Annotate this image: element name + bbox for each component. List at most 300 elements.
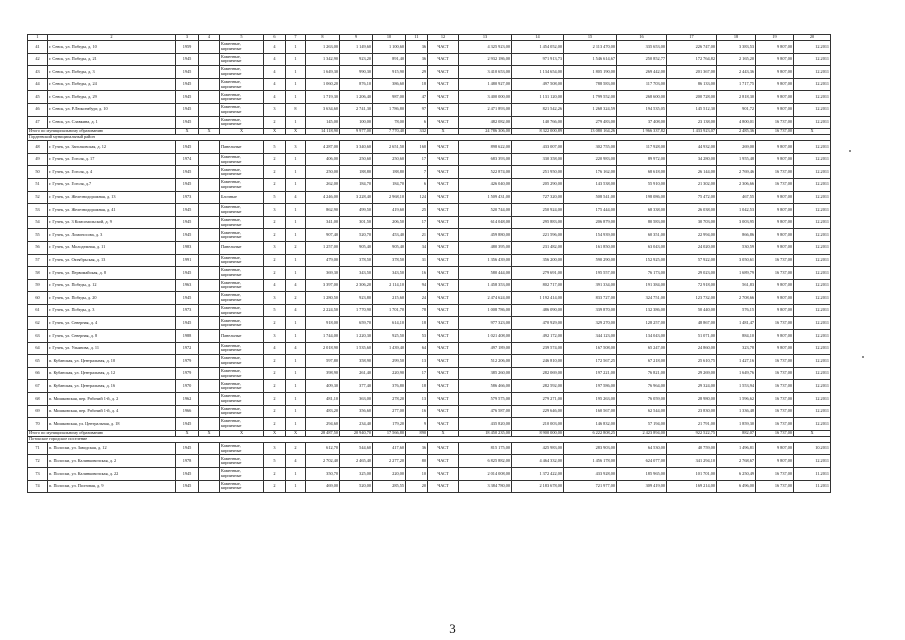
table-cell: 3 634,60 — [306, 103, 340, 116]
table-cell: 43 — [28, 66, 48, 79]
table-row — [28, 254, 831, 267]
table-cell: 1 — [286, 254, 306, 267]
table-cell: 53 — [406, 330, 428, 343]
table-cell: 16 737,00 — [756, 367, 794, 380]
table-cell: 301,50 — [340, 216, 373, 229]
table-cell: ЧАСТ — [428, 116, 459, 129]
table-cell: 977 323,00 — [459, 317, 512, 330]
table-cell: 12.2011 — [794, 393, 831, 406]
table-cell: Каменные, кирпичные — [220, 468, 264, 481]
table-cell: 128 257,00 — [617, 317, 667, 330]
table-cell: 1 717,75 — [717, 78, 756, 91]
table-cell: 614 048,00 — [459, 216, 512, 229]
table-cell — [199, 241, 220, 254]
table-cell: 2 — [264, 254, 286, 267]
table-cell: ЧАСТ — [428, 66, 459, 79]
table-cell: 1 456 178,00 — [564, 455, 617, 468]
table-cell: ЧАСТ — [428, 355, 459, 368]
table-cell: 59 — [28, 279, 48, 292]
table-cell: 409,30 — [306, 380, 340, 393]
table-cell: 24 — [406, 292, 428, 305]
table-cell: 2 702,40 — [306, 455, 340, 468]
table-cell: п. Кубанская, ул. Центральная, д. 16 — [48, 380, 176, 393]
table-cell: 1945 — [176, 216, 199, 229]
table-cell: ЧАСТ — [428, 141, 459, 154]
table-cell: 12.2011 — [794, 153, 831, 166]
table-cell: 467,55 — [717, 191, 756, 204]
table-cell: 612,70 — [306, 442, 340, 455]
table-cell: ЧАСТ — [428, 229, 459, 242]
table-cell: 1945 — [176, 53, 199, 66]
table-cell: 876,10 — [340, 78, 373, 91]
table-cell: ЧАСТ — [428, 380, 459, 393]
total-cell: 890 — [406, 430, 428, 436]
table-cell: 376,80 — [373, 380, 406, 393]
table-cell: 12.2011 — [794, 116, 831, 129]
table-cell: г. Гучек, ул. Железнодорожная, д. 41 — [48, 204, 176, 217]
table-cell: 22 994,00 — [667, 229, 717, 242]
table-row — [28, 103, 831, 116]
table-cell: 12.2011 — [794, 342, 831, 355]
table-cell: 1 546 614,67 — [564, 53, 617, 66]
table-cell: 3 340,60 — [340, 141, 373, 154]
table-cell: 520 744,00 — [459, 204, 512, 217]
total-cell: X — [286, 430, 306, 436]
table-cell: ЧАСТ — [428, 342, 459, 355]
table-cell: 12.2011 — [794, 241, 831, 254]
table-cell: Каменные, кирпичные — [220, 178, 264, 191]
table-cell: 7 — [406, 166, 428, 179]
total-cell: X — [199, 129, 220, 135]
table-cell — [199, 317, 220, 330]
table-cell: 522 874,00 — [459, 166, 512, 179]
table-cell: 12.2011 — [794, 380, 831, 393]
table-cell: 2 — [264, 480, 286, 493]
table-cell: Каменные, кирпичные — [220, 153, 264, 166]
table-cell: 530,59 — [717, 241, 756, 254]
table-cell: 197 586,00 — [564, 380, 617, 393]
total-cell: 6 222 808,25 — [564, 430, 617, 436]
table-cell: 47 — [28, 116, 48, 129]
table-cell: ЧАСТ — [428, 78, 459, 91]
table-row — [28, 229, 831, 242]
table-cell: 26 144,00 — [667, 166, 717, 179]
table-cell: г. Севск, ул. Р.Люксембург, д. 10 — [48, 103, 176, 116]
table-cell — [199, 204, 220, 217]
table-cell: 2 113 470,00 — [564, 41, 617, 54]
table-cell: 1 — [286, 153, 306, 166]
table-cell: 727 320,00 — [512, 191, 564, 204]
table-cell: 17 — [406, 216, 428, 229]
table-cell: 990,30 — [340, 66, 373, 79]
table-cell: 2 — [264, 229, 286, 242]
table-cell: 1 770,90 — [340, 304, 373, 317]
table-cell: 862,90 — [306, 204, 340, 217]
table-cell: 3 — [264, 204, 286, 217]
table-cell: 200 728,00 — [667, 91, 717, 104]
table-cell: 1 649,30 — [306, 66, 340, 79]
table-cell: 659,70 — [340, 317, 373, 330]
total-cell: X — [794, 430, 831, 436]
table-row — [28, 442, 831, 455]
table-cell: 55 910,00 — [617, 178, 667, 191]
table-cell: 358,90 — [340, 355, 373, 368]
table-cell: 36 — [406, 442, 428, 455]
table-cell: 49 — [28, 153, 48, 166]
table-cell: 4 — [264, 91, 286, 104]
table-cell: 12.2011 — [794, 330, 831, 343]
table-cell: 169 214,00 — [667, 480, 717, 493]
total-cell: 28 487,50 — [306, 430, 340, 436]
table-cell: 8 — [286, 103, 306, 116]
table-cell: ЧАСТ — [428, 279, 459, 292]
column-header: 9 — [340, 35, 373, 41]
total-cell: 922 522,75 — [667, 430, 717, 436]
table-cell: 481,10 — [306, 393, 340, 406]
table-row — [28, 317, 831, 330]
table-cell: 52 — [28, 191, 48, 204]
table-cell — [199, 41, 220, 54]
table-cell: 25 610,75 — [667, 355, 717, 368]
table-cell: 3 050,61 — [717, 254, 756, 267]
table-cell: 2 474 624,00 — [459, 292, 512, 305]
table-cell: 497 189,00 — [459, 342, 512, 355]
table-cell: Каменные, кирпичные — [220, 367, 264, 380]
table-row — [28, 53, 831, 66]
table-row — [28, 267, 831, 280]
table-cell: 1 192 414,00 — [512, 292, 564, 305]
table-cell: 47 — [406, 91, 428, 104]
table-cell: ЧАСТ — [428, 216, 459, 229]
table-cell: 469,00 — [306, 480, 340, 493]
table-cell: 89 972,00 — [617, 153, 667, 166]
table-cell: 12.2011 — [794, 141, 831, 154]
table-cell: 915,90 — [373, 66, 406, 79]
table-cell: 3 384 780,00 — [459, 480, 512, 493]
table-row — [28, 153, 831, 166]
table-cell: 2 — [264, 393, 286, 406]
table-cell: 69 — [28, 405, 48, 418]
table-cell: 1 955,48 — [717, 153, 756, 166]
table-cell: 146 832,00 — [564, 418, 617, 431]
table-cell: 62 — [28, 317, 48, 330]
table-cell: 1 — [286, 204, 306, 217]
table-cell — [199, 442, 220, 455]
table-cell: 1 100,60 — [373, 41, 406, 54]
table-cell: 65 — [28, 355, 48, 368]
table-cell: 2 741,30 — [340, 103, 373, 116]
table-cell: 4 464 332,00 — [512, 455, 564, 468]
table-cell: 419,60 — [373, 204, 406, 217]
table-cell: 250,60 — [373, 153, 406, 166]
table-cell — [199, 53, 220, 66]
table-cell: 1 342,90 — [306, 53, 340, 66]
total-cell: 7 770,40 — [373, 129, 406, 135]
column-header: 7 — [286, 35, 306, 41]
table-cell: 923,20 — [340, 53, 373, 66]
table-cell: 67 218,00 — [617, 355, 667, 368]
table-cell: Панельные — [220, 330, 264, 343]
table-cell: 987,00 — [373, 91, 406, 104]
table-cell: ЧАСТ — [428, 405, 459, 418]
total-cell: X — [220, 430, 264, 436]
table-cell: 2 — [264, 380, 286, 393]
table-cell: п. Кубанская, ул. Центральная, д. 12 — [48, 367, 176, 380]
table-cell: 385 260,00 — [459, 367, 512, 380]
total-cell: X — [176, 430, 199, 436]
table-cell: 2 — [264, 116, 286, 129]
table-cell: 18 — [406, 78, 428, 91]
table-cell: 36 — [406, 41, 428, 54]
table-row — [28, 166, 831, 179]
table-cell: 1 719,30 — [306, 91, 340, 104]
table-cell: Каменные, кирпичные — [220, 355, 264, 368]
table-cell: 1 060,20 — [306, 78, 340, 91]
table-cell: 68 — [28, 393, 48, 406]
table-cell: 97 — [406, 103, 428, 116]
table-cell: 10 — [406, 468, 428, 481]
table-cell: 483,20 — [306, 405, 340, 418]
table-cell: п. Мишковская, пер. Рабочий 1-й, д. 2 — [48, 393, 176, 406]
table-cell: 433 928,00 — [564, 468, 617, 481]
table-cell: 143 538,00 — [564, 178, 617, 191]
table-cell: 1991 — [176, 254, 199, 267]
table-cell: 48 — [28, 141, 48, 154]
table-cell: 23 138,00 — [667, 116, 717, 129]
table-cell: 4 287,00 — [306, 141, 340, 154]
table-row — [28, 41, 831, 54]
table-cell: 188,80 — [340, 166, 373, 179]
table-cell: 34 280,00 — [667, 153, 717, 166]
table-cell: 3 003,95 — [717, 216, 756, 229]
table-cell — [199, 279, 220, 292]
table-cell: 12.2011 — [794, 367, 831, 380]
table-cell: 580 444,00 — [459, 267, 512, 280]
table-cell: ЧАСТ — [428, 330, 459, 343]
table-cell: 4 — [264, 66, 286, 79]
table-cell: 597,80 — [306, 355, 340, 368]
table-cell: 172 567,25 — [564, 355, 617, 368]
column-header: 1 — [28, 35, 48, 41]
table-cell: 6 — [406, 116, 428, 129]
column-header: 16 — [617, 35, 667, 41]
table-cell: 72 918,00 — [667, 279, 717, 292]
table-cell: 905,40 — [340, 241, 373, 254]
table-cell: ЧАСТ — [428, 91, 459, 104]
table-cell: ЧАСТ — [428, 204, 459, 217]
table-cell: Каменные, кирпичные — [220, 53, 264, 66]
table-cell: 17 — [406, 367, 428, 380]
table-cell: 425 983,00 — [512, 442, 564, 455]
column-header: 4 — [199, 35, 220, 41]
table-cell: 2 — [264, 166, 286, 179]
table-cell: 30 703,00 — [667, 216, 717, 229]
total-cell: 332 — [406, 129, 428, 135]
table-cell: 250 852,77 — [617, 53, 667, 66]
table-cell — [199, 91, 220, 104]
table-cell: Каменные, кирпичные — [220, 166, 264, 179]
table-cell: 1 — [286, 216, 306, 229]
table-cell — [199, 418, 220, 431]
table-cell: 1945 — [176, 480, 199, 493]
table-cell — [199, 342, 220, 355]
table-cell: 1 — [286, 166, 306, 179]
table-cell: 1970 — [176, 380, 199, 393]
table-cell: 2 165,20 — [717, 53, 756, 66]
table-cell: 476 587,00 — [459, 405, 512, 418]
table-cell: 73 — [28, 468, 48, 481]
table-cell: Каменные, кирпичные — [220, 317, 264, 330]
table-cell: ЧАСТ — [428, 254, 459, 267]
table-cell: 2 018,90 — [306, 342, 340, 355]
table-cell: 44 932,00 — [667, 141, 717, 154]
table-cell — [199, 330, 220, 343]
table-cell: г. Гучек, ул. Северная, д. 8 — [48, 330, 176, 343]
table-cell: г. Гучек, ул. Гоголя, д. 4 — [48, 166, 176, 179]
total-cell: 18 450 235,00 — [459, 430, 512, 436]
table-cell: 215,60 — [373, 292, 406, 305]
table-cell: 323,78 — [717, 342, 756, 355]
table-cell: 80 — [406, 455, 428, 468]
table-cell: 57 194,00 — [617, 418, 667, 431]
table-cell: 1 — [286, 267, 306, 280]
table-cell: 5 — [264, 455, 286, 468]
table-cell: 1 149,60 — [340, 41, 373, 54]
table-cell: 479,00 — [306, 254, 340, 267]
table-cell: 435 820,00 — [459, 418, 512, 431]
table-cell: 268 600,00 — [617, 91, 667, 104]
table-cell: 16 737,00 — [756, 405, 794, 418]
column-header: 17 — [667, 35, 717, 41]
table-cell: 23 830,00 — [667, 405, 717, 418]
table-cell: 2 014 008,00 — [459, 468, 512, 481]
table-cell: 1973 — [176, 304, 199, 317]
table-cell: 891,40 — [373, 53, 406, 66]
table-cell: 884,10 — [717, 330, 756, 343]
table-cell: 492 172,00 — [512, 330, 564, 343]
table-cell: п. Полоски, ул. Калинковичская, д. 2 — [48, 455, 176, 468]
table-cell: 1 042,53 — [717, 204, 756, 217]
table-cell — [199, 178, 220, 191]
table-cell — [199, 480, 220, 493]
table-cell: 3 — [264, 330, 286, 343]
table-cell: 16 737,00 — [756, 418, 794, 431]
table-cell: 1 356 439,00 — [459, 254, 512, 267]
table-cell: 1 439,40 — [373, 342, 406, 355]
table-cell: 3 397,00 — [306, 279, 340, 292]
total-label: Итого по муниципальному образованию — [28, 430, 176, 436]
table-cell: 11.2011 — [794, 480, 831, 493]
table-row — [28, 279, 831, 292]
total-cell: 24 786 306,00 — [459, 129, 512, 135]
table-cell: 269 442,00 — [617, 66, 667, 79]
table-cell: 1974 — [176, 153, 199, 166]
table-cell: 9 807,00 — [756, 229, 794, 242]
table-cell: 201 367,00 — [667, 66, 717, 79]
table-cell: 512 206,00 — [459, 355, 512, 368]
total-cell: X — [794, 129, 831, 135]
table-cell: 1 — [286, 91, 306, 104]
table-cell: 1 — [286, 116, 306, 129]
table-cell: 1 — [286, 393, 306, 406]
table-cell: 3 — [264, 103, 286, 116]
table-cell: 269,00 — [717, 141, 756, 154]
table-cell: ЧАСТ — [428, 191, 459, 204]
table-cell: 16 737,00 — [756, 116, 794, 129]
table-cell: 11.2011 — [794, 468, 831, 481]
table-cell: 41 — [28, 41, 48, 54]
table-cell — [199, 191, 220, 204]
table-cell: 3 400 000,00 — [459, 91, 512, 104]
table-cell: 1 — [286, 53, 306, 66]
table-cell: 56 — [28, 241, 48, 254]
table-cell: 154 939,00 — [564, 229, 617, 242]
table-cell: 220,00 — [373, 468, 406, 481]
table-cell: 86 133,00 — [667, 78, 717, 91]
table-cell: 45 — [28, 91, 48, 104]
table-cell: 815 175,00 — [459, 442, 512, 455]
total-cell: X — [428, 430, 459, 436]
total-cell: 2 423 894,00 — [617, 430, 667, 436]
table-cell: 1945 — [176, 204, 199, 217]
table-cell: 9 807,00 — [756, 342, 794, 355]
table-cell: 188,80 — [373, 166, 406, 179]
table-cell: ЧАСТ — [428, 455, 459, 468]
table-cell: 239 574,00 — [512, 342, 564, 355]
table-cell: 788 583,00 — [564, 78, 617, 91]
table-cell: 66 — [28, 367, 48, 380]
table-cell: 226 747,00 — [667, 41, 717, 54]
table-cell: 1 799 552,00 — [564, 91, 617, 104]
table-cell: 344 123,00 — [564, 330, 617, 343]
table-cell: 4 — [286, 455, 306, 468]
table-cell: 971 913,73 — [512, 53, 564, 66]
table-cell — [199, 393, 220, 406]
table-cell: 24 860,00 — [667, 342, 717, 355]
table-cell: 802 717,00 — [512, 279, 564, 292]
table-cell: 1 257,00 — [306, 241, 340, 254]
table-cell: 26 038,00 — [667, 204, 717, 217]
table-row — [28, 355, 831, 368]
table-cell: 1 131 120,00 — [512, 91, 564, 104]
table-cell: 901,72 — [717, 103, 756, 116]
table-cell: Каменные, кирпичные — [220, 279, 264, 292]
table-cell: 6 825 882,00 — [459, 455, 512, 468]
table-cell: 2 — [264, 468, 286, 481]
total-cell: X — [264, 129, 286, 135]
total-cell: X — [428, 129, 459, 135]
table-cell: 4 325 923,00 — [459, 41, 512, 54]
table-cell: 561,83 — [717, 279, 756, 292]
table-cell: 161 850,00 — [564, 241, 617, 254]
table-cell: 1 — [286, 355, 306, 368]
table-cell: 16 737,00 — [756, 178, 794, 191]
table-cell: 12.2011 — [794, 178, 831, 191]
table-row — [28, 480, 831, 493]
table-cell: 1972 — [176, 342, 199, 355]
table-cell — [199, 66, 220, 79]
table-cell: 12.2011 — [794, 455, 831, 468]
table-row — [28, 418, 831, 431]
table-row — [28, 191, 831, 204]
table-cell: 78,00 — [373, 116, 406, 129]
table-cell: 62 544,00 — [617, 405, 667, 418]
table-cell: 343,50 — [340, 267, 373, 280]
table-cell: 12.2011 — [794, 166, 831, 179]
table-cell: 4 — [286, 191, 306, 204]
table-cell: 833 727,00 — [564, 292, 617, 305]
table-cell: 167 508,00 — [564, 342, 617, 355]
